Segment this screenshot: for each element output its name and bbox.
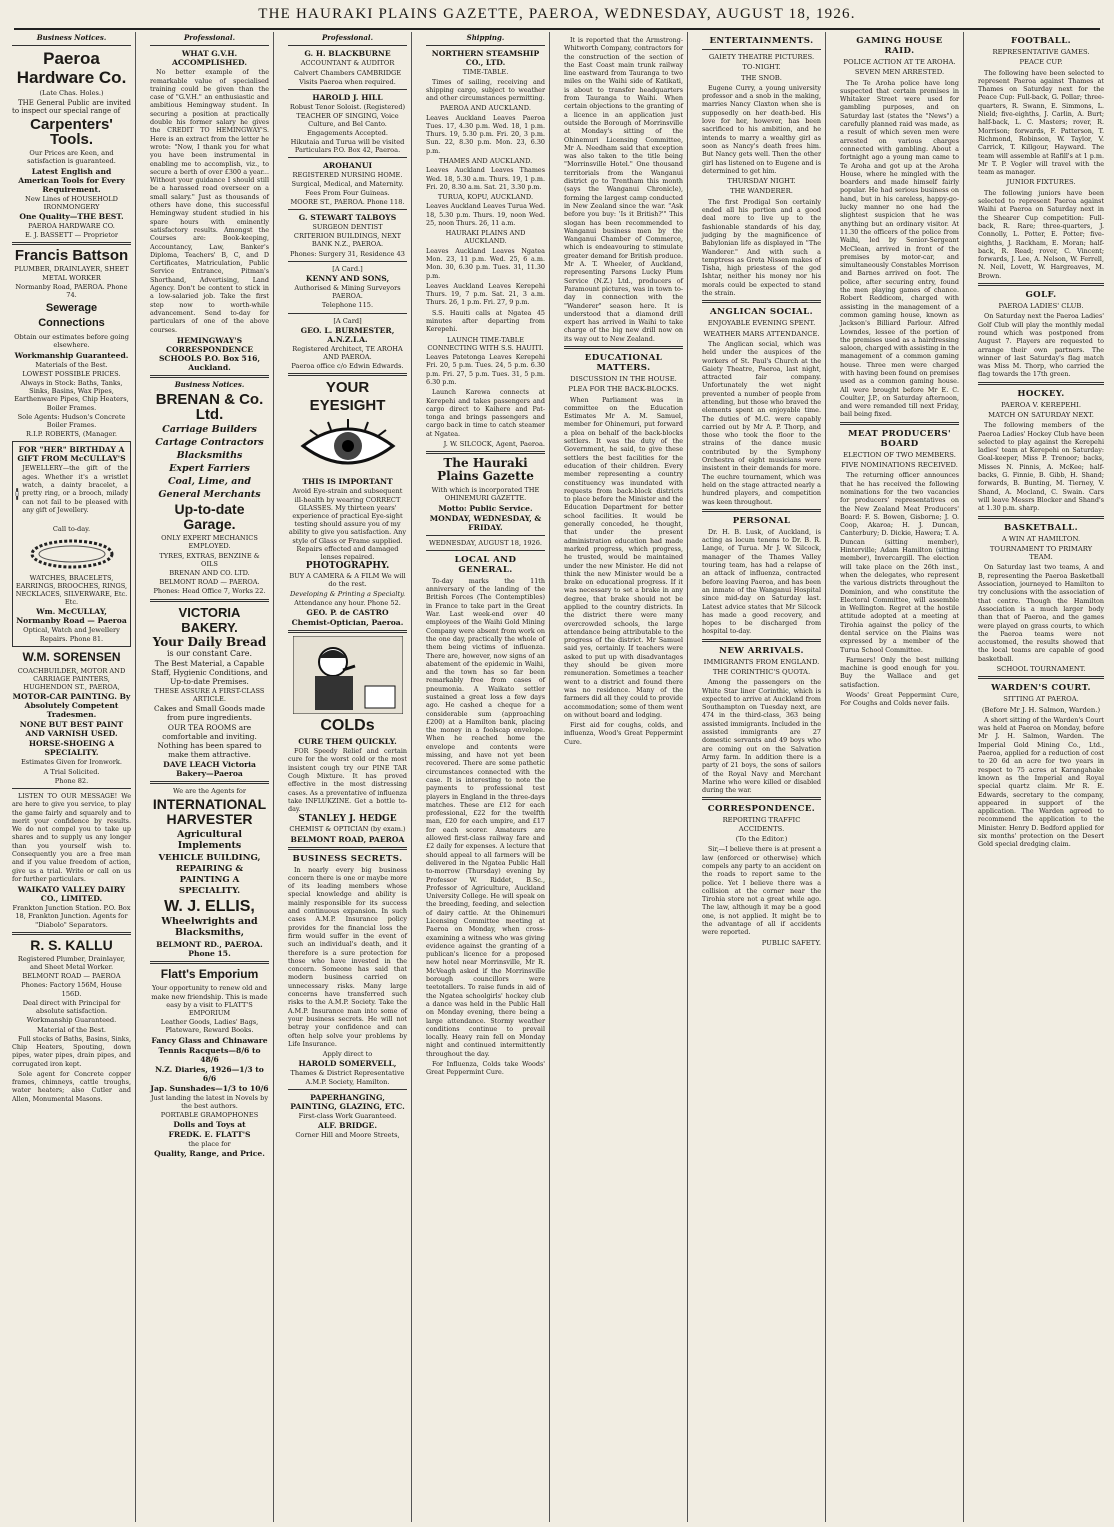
divider xyxy=(702,797,821,800)
article-body: Dr. H. B. Lusk, of Auckland, is acting as locum tenens to Dr. B. R. Lange, of Turua. Mr J. W. Silcock, manager of the Thames Valley touring team, has had a relapse of an attack of influenza, contracted before leaving Paeroa, and has been an inmate of the Wanganui Hospital since mid-day on Saturday last. Latest advice states that Mr Silcock has made a good recovery, and hopes to be discharged from hospital to-day. xyxy=(702,527,821,636)
divider xyxy=(150,599,269,602)
ad-title: INTERNATIONAL HARVESTER xyxy=(152,796,267,828)
article-subhead: PAEROA LADIES' CLUB. xyxy=(998,302,1084,311)
article-headline: ANGLICAN SOCIAL. xyxy=(710,307,813,318)
ad-title: HAROLD J. HILL xyxy=(312,92,383,102)
ad-text: We are the Agents for xyxy=(172,787,247,796)
divider xyxy=(288,847,407,850)
article-headline: FOOTBALL. xyxy=(1010,36,1072,46)
article-subhead: TO-NIGHT. xyxy=(742,63,781,72)
divider xyxy=(702,300,821,303)
ad-text: Motto: Public Service. xyxy=(438,503,533,513)
ad-text: Frankton Junction Station. P.O. Box 18, Frankton Junction. Agents for "Diabolo" Separators. xyxy=(12,904,131,929)
article-headline: ENTERTAINMENTS. xyxy=(709,36,814,46)
article-subhead: THE SNOB. xyxy=(741,73,782,82)
divider xyxy=(12,788,131,789)
ad-title: NORTHERN STEAMSHIP CO., LTD. xyxy=(431,49,540,68)
ad-text: Authorised & Mining Surveyors PAEROA. xyxy=(294,283,401,301)
divider xyxy=(978,382,1104,385)
article-body: The following members of the Paeroa Ladies' Hockey Club have been selected to play against the Kerepehi ladies' team at Kerepehi on Saturday: Goal-keeper, Miss P. Trenoor; backs, Misses N. Pinnis, A. McKee; half-backs, G. Finnie, B. Gibb, H. Shand; forwards, B. Bunting, M. Tierney, V. Shand, A. Mocland, C. Swain. Cars will leave Messrs Blocker and Shand's at 1.30 p.m. sharp. xyxy=(978,421,1104,513)
column-2 xyxy=(146,32,274,1522)
ad-text: OUR TEA ROOMS are comfortable and inviting. Nothing has been spared to make them attractive. xyxy=(157,723,262,760)
ad-text: BUY A CAMERA & A FILM We will do the rest. xyxy=(289,572,406,589)
ad-text: WATCHES, BRACELETS, EARRINGS, BROOCHES, RINGS, NECKLACES, SILVERWARE, Etc. Etc. xyxy=(15,573,128,607)
timetable-text: Leaves Auckland Leaves Paeroa Tues. 17, 4.30 p.m. Wed. 18, 1 p.m. Thurs. 19, 5.30 p.m. Fri. 20, 3 p.m. Sun. 22, 8.30 p.m. Mon. 23, 6.30 p.m. xyxy=(426,113,545,155)
ad-text: Developing & Printing a Specialty. xyxy=(289,589,406,598)
ad-text: Phones: Factory 156M, House 156D. xyxy=(21,981,122,998)
ad-text: Full stocks of Baths, Basins, Sinks, Chip Heaters, Spouting, down pipes, water pipes, drain pipes, and corrugated iron kept. xyxy=(12,1034,131,1068)
ad-text: Our Prices are Keen, and satisfaction is guaranteed. xyxy=(27,149,116,166)
ad-text: Your Daily Bread xyxy=(152,634,267,649)
ad-title: FOR "HER" BIRTHDAY A GIFT FROM McCULLAY'S xyxy=(17,445,126,464)
article-body: No better example of the remarkable value of specialised training could be given than the case of "G.V.H." an enthusiastic and ambitious Hemingway student. In securing a position at practically double his former salary he gives the CREDIT TO HEMINGWAY'S. Here is an extract from the letter he wrote: "Now, I thank you for what you have been instrumental in enabling me to accomplish, viz., to secure a berth of over £300 a year... Without your guidance I should still be a harassed road overseer on a small salary." Just as thousands of others have done, this successful Hemingway student studied in his spare hours with eminently satisfactory results. Amongst the Courses are: Book-keeping, Accountancy, Law, Banker's Diploma, Teachers' B, C, and D Certificates, Matriculation, Public Service Entrance, Pitman's Shorthand, Advertising, Land Agency. Don't be content to stick in a low-salaried job. Take the first step now to worth-while advancement. Send to-day for particulars of one of the above courses. xyxy=(150,68,269,334)
column-4 xyxy=(422,32,550,1522)
ad-text: ONLY EXPERT MECHANICS EMPLOYED. xyxy=(161,534,258,551)
article-subhead: PEACE CUP. xyxy=(1019,58,1063,67)
article-subhead: PAEROA V. KEREPEHI. xyxy=(1000,400,1082,409)
article-body: Woods' Great Peppermint Cure, For Coughs and Colds never fails. xyxy=(840,691,959,708)
article-headline: NEW ARRIVALS. xyxy=(719,645,804,656)
article-body: On Saturday last two teams, A and B, representing the Paeroa Basketball Association, journeyed to Hamilton to try conclusions with the association of that centre. Though the Hamilton Association is a much larger body than that of Paeroa, and the games were played on grass courts, to which the Paeroa teams were not accustomed, the results showed that the local teams are capable of good basketball. xyxy=(978,563,1104,663)
divider xyxy=(426,451,545,454)
divider xyxy=(978,516,1104,519)
article-headline: BASKETBALL. xyxy=(1004,522,1078,533)
article-subhead: MATCH ON SATURDAY NEXT. xyxy=(988,410,1094,419)
column-7 xyxy=(836,32,964,1522)
ad-text: BELMONT ROAD, PAEROA xyxy=(290,834,405,844)
divider xyxy=(288,1089,407,1090)
article-subhead: SITTING AT PAEROA. xyxy=(1003,695,1079,704)
divider xyxy=(12,242,131,245)
ad-text: TIME-TABLE. xyxy=(462,68,509,77)
ad-title: R. S. KALLU xyxy=(30,936,113,953)
divider xyxy=(978,283,1104,286)
article-body: Among the passengers on the White Star liner Corinthic, which is expected to arrive at Auckland from Southampton on Tuesday next, are 474 in the third-class, 363 being assisted immigrants. Included in the assisted immigrants are 27 domestic servants and 49 boys who are coming out on the Salvation Army farm. In addition there is a party of 21 boys, the sons of sailors of the Royal Navy and Merchant Marine who were killed or disabled during the war. xyxy=(702,678,821,795)
ad-text: Carriage Builders xyxy=(162,424,257,436)
article-headline: BUSINESS SECRETS. xyxy=(292,853,403,864)
ad-text: MOORE ST., PAEROA. Phone 118. xyxy=(290,197,405,206)
ad-text: General Merchants xyxy=(158,489,261,501)
ad-text: Cartage Contractors xyxy=(155,437,264,449)
ad-text: Phone 82. xyxy=(54,776,89,785)
ad-text: BELMONT ROAD — PAEROA. xyxy=(159,578,260,587)
ad-text: TURUA, KOPU, AUCKLAND. xyxy=(437,193,534,202)
ad-text: STANLEY J. HEDGE xyxy=(298,814,397,825)
column-head: Professional. xyxy=(321,33,374,42)
article-subhead: POLICE ACTION AT TE AROHA. xyxy=(843,58,956,66)
ad-text: FREDK. E. FLATT'S xyxy=(168,1130,251,1140)
timetable-text: Leaves Patetonga Leaves Kerepehi Fri. 20, 5 p.m. Tues. 24, 5 p.m. 6.30 p.m. Fri. 27, 5 p.m. Tues. 31, 5 p.m. 6.30 p.m. xyxy=(426,353,545,386)
ad-title: YOUR EYESIGHT xyxy=(309,379,386,415)
ad-text: R.I.P. ROBERTS, (Manager. xyxy=(26,430,117,439)
divider xyxy=(150,375,269,378)
ad-title: Paeroa Hardware Co. xyxy=(16,49,127,88)
column-head: Business Notices. xyxy=(36,33,107,42)
ad-text: Latest English and American Tools for Every Requirement. xyxy=(18,166,125,194)
divider xyxy=(426,550,545,551)
ad-text: MONDAY, WEDNESDAY, & FRIDAY. xyxy=(429,513,542,532)
article-body: On Saturday next the Paeroa Ladies' Golf Club will play the monthly medal round which was postponed from August 7. Players are requested to arrange their own partners. The winner of last Saturday's flag match was Miss M. Thorp, who carried the flag towards the 17th green. xyxy=(978,312,1104,379)
ad-text: JEWELLERY—the gift of the ages. Whether it's a wristlet watch, a dainty bracelet, a pretty ring, or a brooch, milady can not fail to be pleased with any gift of Jewellery. xyxy=(22,464,128,514)
ad-text: is our constant Care. xyxy=(167,648,252,658)
ad-text: WEDNESDAY, AUGUST 18, 1926. xyxy=(428,538,543,547)
timetable-text: Leaves Auckland Leaves Thames Wed. 18, 5.30 a.m. Thurs. 19, 1 p.m. Fri. 20, 8.30 a.m. Sat. 21, 3.30 p.m. xyxy=(426,166,545,191)
ad-text: Expert Farriers xyxy=(169,463,250,475)
ad-text: LISTEN TO OUR MESSAGE! We are here to give you service, to play the game fairly and squarely and to merit your confidence by results. We do not compel you to take up shares and to supply us any longer than you yourself wish to. Consequently you are a free man and if you value freedom of action, give us a trial. Write or call on us for further particulars. xyxy=(12,792,131,883)
ad-text: Obtain our estimates before going elsewhere. xyxy=(14,333,129,350)
ad-text: Tennis Racquets—8/6 to 48/6 xyxy=(158,1045,261,1064)
ad-text: FOR Speedy Relief and certain cure for the worst cold or the most insistent cough try our PINE TAR Cough Mixture. It has proved effective in the most distressing cases. As a preventative of influenza take INFLUKZINE. Get a bottle to-day. xyxy=(288,747,407,814)
ad-text: PORTABLE GRAMOPHONES xyxy=(160,1110,259,1119)
article-subhead: THE CORINTHIC'S QUOTA. xyxy=(712,668,811,676)
ad-text: PHOTOGRAPHY. xyxy=(305,561,390,572)
article-subhead: IMMIGRANTS FROM ENGLAND. xyxy=(703,657,820,666)
ad-text: J. W. SILCOCK, Agent, Paeroa. xyxy=(443,440,545,449)
ad-title: Francis Battson xyxy=(14,247,129,265)
article-body: First aid for coughs, colds, and influenza, Wood's Great Peppermint Cure. xyxy=(564,721,683,746)
column-6 xyxy=(698,32,826,1522)
article-body: The Anglican social, which was held under the auspices of the workers of St. Paul's Church at the Gaiety Theatre, Paeroa, last night, attracted fair company. Unfortunately the wet night prevented a number of people from attending, but those who braved the elements spent an enjoyable time. The duties of M.C. were capably carried out by Mr A. P. Thorp, and those who took the floor to the strains of the dance music contributed by the Symphony Orchestra of eight musicians were insistent in their demands for more. The euchre tournament, which was held on the stage attracted nearly a hundred players, and competition was keen throughout. xyxy=(702,339,821,506)
ad-text: SURGEON DENTIST xyxy=(312,222,383,231)
article-headline: WARDEN'S COURT. xyxy=(991,683,1091,694)
ad-text: Phones: Head Office 7, Works 22. xyxy=(153,587,266,596)
article-subhead: JUNIOR FIXTURES. xyxy=(1006,178,1076,187)
article-headline: GAMING HOUSE RAID. xyxy=(856,36,943,56)
ad-text: BELMONT RD., PAEROA. Phone 15. xyxy=(156,940,263,959)
ad-text: Wheelwrights and Blacksmiths, xyxy=(161,916,258,939)
ad-text: Cakes and Small Goods made from pure ingredients. xyxy=(153,704,266,723)
ad-title: W. J. ELLIS, xyxy=(164,898,255,916)
ad-text: Call to-day. xyxy=(52,525,91,534)
ad-text: One Quality—THE BEST. xyxy=(19,211,124,221)
ad-text: BELMONT ROAD — PAEROA xyxy=(22,972,121,981)
article-headline: GOLF. xyxy=(1025,290,1057,301)
ad-text: Dolls and Toys at xyxy=(173,1120,246,1130)
divider xyxy=(702,509,821,512)
ad-text: Deal direct with Principal for absolute satisfaction. xyxy=(22,998,121,1016)
masthead: THE HAURAKI PLAINS GAZETTE, PAEROA, WEDNESDAY, AUGUST 18, 1926. xyxy=(258,6,856,22)
wristwatch-icon xyxy=(15,464,19,524)
ad-text: Workmanship Guaranteed. xyxy=(26,1016,117,1025)
article-subhead: REPORTING TRAFFIC ACCIDENTS. xyxy=(722,816,801,833)
article-body: To-day marks the 11th anniversary of the landing of the British Forces (The Contemptibles) in France to take part in the Great War. Last week-end over 40 employees of the Waihi Gold Mining Company were absent from work on the one day, practically the whole of them being victims of influenza. There are, however, now signs of an abatement of the epidemic in Waihi, and the town has so far been remarkably free from cases of pneumonia. A Waikato settler sustained a great loss a few days ago. He cashed a cheque for a considerable sum (approaching £200) at a Hamilton bank, placing the money in a foolscap envelope. When he reached home the envelope and contents were missing, and have not yet been recovered. There are some pathetic circumstances connected with the case. It is interesting to note the payments to professional test players in England in the three-days matches. These are £12 for each professional, £22 for the twelfth man, £20 for each umpire, and £17 for each scorer. Amateurs are allowed first-class railway fare and £2 daily for expenses. A lecture that should appeal to all farmers will be delivered in the Ngatea Public Hall to-morrow (Thursday) evening by Professor W. Riddet, B.Sc., Professor of Agriculture, Auckland University College. He will speak on the breeding, feeding, and selection of dairy cattle. At the Ohinemuri Licensing Committee meeting at Paeroa on Monday, when cross-examining a witness who was giving evidence against the granting of a publican's licence for a proposed new hotel near Morrinsville, Mr R. McVeagh asked if the Morrinsville borough councillors were teetotallers. To raise funds in aid of the Ngatea schoolgirls' hockey club a dance was held in the Public Hall on Monday evening, there being a large attendance. Stormy weather conditions continue to prevail locally. Heavy rain fell on Monday night and continued intermittently throughout the day. xyxy=(426,576,545,1058)
ad-title: W.M. SORENSEN xyxy=(22,649,121,664)
mccullay-ad xyxy=(12,441,131,646)
divider xyxy=(564,346,683,349)
ad-title: Sewerage Connections xyxy=(38,302,105,330)
ad-text: Workmanship Guaranteed. xyxy=(14,350,129,360)
ad-text: Corner Hill and Moore Streets, xyxy=(295,1130,400,1139)
article-subhead: WEATHER MARS ATTENDANCE. xyxy=(703,329,820,338)
ad-text: WAIKATO VALLEY DAIRY CO., LIMITED. xyxy=(17,885,126,904)
article-subhead: REPRESENTATIVE GAMES. xyxy=(992,48,1090,56)
ad-text: Coal, Lime, and xyxy=(168,476,251,488)
divider xyxy=(288,373,407,376)
ad-text: Just landing the latest in Novels by the best authors. xyxy=(150,1093,269,1110)
divider xyxy=(288,89,407,90)
ad-text: HAURAKI PLAINS AND AUCKLAND. xyxy=(445,229,526,246)
ad-text: Wm. McCULLAY, Normanby Road — Paeroa xyxy=(16,607,127,626)
ad-text: NONE BUT BEST PAINT AND VARNISH USED. xyxy=(19,720,124,739)
ad-text: VEHICLE BUILDING, REPAIRING & PAINTING A SPECIALITY. xyxy=(158,853,261,897)
ad-text: Optical, Watch and Jewellery Repairs. Phone 81. xyxy=(23,626,120,643)
ad-text: Hikutaia and Turua will be visited Particulars P.O. Box 42, Paeroa. xyxy=(290,137,405,154)
article-headline: LOCAL AND GENERAL. xyxy=(454,554,517,575)
ad-text: Phones: Surgery 31, Residence 43 xyxy=(290,249,405,258)
divider xyxy=(288,261,407,262)
ad-text: TYRES, EXTRAS, BENZINE & OILS xyxy=(159,551,260,568)
article-headline: PERSONAL xyxy=(732,515,791,526)
ad-text: Your opportunity to renew old and make new friendship. This is made easy by a visit to FLATT'S EMPORIUM xyxy=(151,984,268,1017)
ad-text: Registered Plumber, Drainlayer, and Sheet Metal Worker. xyxy=(17,954,126,972)
ad-text: Materials of the Best. xyxy=(35,360,108,369)
ad-text: Paeroa office c/o Edwin Edwards. xyxy=(291,362,404,371)
ad-text: LAUNCH TIME-TABLE CONNECTING WITH S.S. HAUITI. xyxy=(427,335,544,352)
ad-text: Quality, Range, and Price. xyxy=(154,1149,265,1159)
divider xyxy=(12,45,131,46)
ad-text: Thames & District Representative A.M.P. Society, Hamilton. xyxy=(290,1069,405,1086)
divider xyxy=(426,535,545,536)
divider xyxy=(288,313,407,314)
article-subhead: PLEA FOR THE BACK-BLOCKS. xyxy=(568,385,679,394)
divider xyxy=(288,209,407,210)
column-head: Professional. xyxy=(183,33,236,42)
ad-text: GEO. P. de CASTRO xyxy=(306,608,389,618)
ad-text: THE General Public are invited to inspect our special range of xyxy=(12,98,131,115)
ad-title: BRENAN & Co. Ltd. xyxy=(155,391,264,424)
ad-text: [A Card.] xyxy=(332,264,363,273)
article-body: Eugene Curry, a young university professor and a snob in the making, marries Nancy Claxton when she is supposedly on her death-bed. His love for her, however, has been sacrificed to his ambition, and he intends to marry a wealthy girl as soon as Nancy's death frees him. But Nancy gets well. Then the other girl has listened on to Eugene and is determined to get him. xyxy=(702,83,821,175)
article-body: In nearly every big business concern there is one or maybe more of its leading members whose special knowledge and ability is mainly responsible for its success and continuous expansion. In such cases A.M.P. Insurance policy provides for the financial loss the firm would suffer in the event of such an individual's death, and it therefore is a sure protection for those who have invested in the concern. Someone has said that modern business carried on unnecessary risks. Many large concerns have transferred such risks to the A.M.P. Society. Take the A.M.P. Insurance man into some of your business secrets. He will not betray your confidence and can often help solve your problems by Life Insurance. xyxy=(288,865,407,1048)
ad-title: KENNY AND SONS, xyxy=(305,273,390,283)
ad-title: Up-to-date Garage. xyxy=(174,501,245,533)
article-body: The following juniors have been selected to represent Paeroa against Waihi at Paeroa on Saturday next in the Shearer Cup competition: Full-back, R. Rare; three-quarters, J. Connolly, L. Potter, E. Potter; five-eighths, J. Rackham, E. Moran; half-back, R. Read; rover, C. Vincent; forwards, J. Lee, A. Nelson, W. Ferrell, N. Neil, Lovett, W. Hargreaves, M. Brown. xyxy=(978,188,1104,280)
article-subhead: (Before Mr J. H. Salmon, Warden.) xyxy=(981,705,1101,714)
gazette-title: The Hauraki Plains Gazette xyxy=(437,456,534,484)
ad-text: Robust Tenor Soloist. (Registered) xyxy=(289,102,406,111)
ad-title: PAPERHANGING, PAINTING, GLAZING, ETC. xyxy=(290,1092,405,1111)
divider xyxy=(426,45,545,46)
column-8 xyxy=(974,32,1108,1522)
ad-text: With which is incorporated THE OHINEMURI GAZETTE. xyxy=(431,486,540,503)
divider xyxy=(978,676,1104,679)
column-head: Business Notices. xyxy=(174,379,245,389)
ad-text: REGISTERED NURSING HOME. xyxy=(292,171,403,180)
article-body: For Influenza, Colds take Woods' Great Peppermint Cure. xyxy=(426,1060,545,1077)
ad-text: Apply direct to xyxy=(322,1050,373,1059)
ad-text: PLUMBER, DRAINLAYER, SHEET METAL WORKER xyxy=(14,265,129,282)
ad-title: VICTORIA BAKERY. xyxy=(178,604,241,635)
ad-text: LOWEST POSSIBLE PRICES. xyxy=(22,369,121,378)
ad-text: Sole agent for Concrete copper frames, chimneys, cattle troughs, water heaters; also Cutler and Allen, Monumental Masons. xyxy=(12,1069,131,1103)
timetable-text: Launch Karewa connects at Kerepehi and takes passengers and cargo direct to Kaihere and Pat-tonga and brings passengers and cargo back in time to catch steamer at Ngatea. xyxy=(426,388,545,438)
ad-text: MOTOR-CAR PAINTING. By Absolutely Competent Tradesmen. xyxy=(12,692,131,720)
ad-text: N.Z. Diaries, 1926—1/3 to 6/6 xyxy=(155,1064,264,1083)
article-subhead: THE WANDERER. xyxy=(730,187,793,196)
ad-title: Flatt's Emporium xyxy=(160,967,259,982)
ad-text: CRITERION BUILDINGS, NEXT BANK N.Z., PAEROA. xyxy=(293,232,402,249)
divider xyxy=(12,932,131,935)
article-headline: HOCKEY. xyxy=(1017,388,1065,399)
ad-text: Always in Stock: Baths, Tanks, Sinks, Basins, Wax Pipes, Earthenware Pipes, Chip Heaters, Boiler Frames. xyxy=(14,378,129,412)
article-subhead: ENJOYABLE EVENING SPENT. xyxy=(707,319,816,328)
article-subhead: ELECTION OF TWO MEMBERS. xyxy=(843,450,956,459)
ad-text: PAEROA HARDWARE CO. xyxy=(28,221,115,230)
column-5 xyxy=(560,32,688,1522)
article-subhead: DISCUSSION IN THE HOUSE. xyxy=(570,374,677,383)
ad-text: PAEROA AND AUCKLAND. xyxy=(440,104,531,113)
ad-text: COACHBUILDER, MOTOR AND CARRIAGE PAINTERS, HUGHENDON ST., PAEROA, xyxy=(17,666,126,692)
ad-text: THIS IS IMPORTANT xyxy=(302,477,393,487)
divider xyxy=(840,422,959,425)
divider xyxy=(150,45,269,46)
article-subhead: SCHOOL TOURNAMENT. xyxy=(996,665,1086,673)
divider xyxy=(288,157,407,158)
column-1 xyxy=(8,32,136,1522)
article-headline: EDUCATIONAL MATTERS. xyxy=(584,352,663,373)
article-body: The Te Aroha police have long suspected that certain premises in Whitaker Street were used for gambling purposes, and on Saturday last (states the "News") a carefully planned raid was made, as a result of which seven men were arrested on various charges connected with gambling. About a fortnight ago a young man came to Te Aroha and got up at the Aroha House, where he mingled with the boarders and made himself fairly popular. He had serious business on hand, but in his careless, happy-go-lucky manner no one had the slightest suspicion that he was anything but an ordinary visitor. At 11.30 the officers of the police from Waihi, led by Senior-Sergeant McClean, arrived in front of the premises by motor-car, and simultaneously Constables Morrison and Barnes arrived on foot. The police, after securing entry, found the men playing games of chance. Robert Reddicom, charged with assisting in the management of a common gaming house, known as Jackson's Billiard Parlour. Alfred Lowndes, lessee of the portion of the premises used as a hairdressing saloon, charged with assisting in the management of a common gaming house. Three men were charged with having been found on premises used as a common gaming house. All were brought before Mr E. C. Coulter, J.P., on Saturday afternoon, and were remanded till next Friday, bail being fixed. xyxy=(840,78,959,419)
ad-text: Leather Goods, Ladies' Bags, Plateware, Reward Books. xyxy=(160,1018,259,1035)
divider xyxy=(150,961,269,964)
ad-text: The Best Material, a Capable Staff, Hygienic Conditions, and Up-to-date Premises. xyxy=(151,658,268,686)
timetable-text: Leaves Auckland Leaves Turua Wed. 18, 5.30 p.m. Thurs. 19, noon Wed. 25, noon Thurs. 26, 11 a.m. xyxy=(426,202,545,227)
ad-text: Sole Agents: Hudson's Concrete Boiler Frames. xyxy=(17,412,126,429)
eye-icon xyxy=(298,418,398,474)
ad-text: Estimates Given for Ironwork. xyxy=(20,758,122,767)
article-body: The returning officer announces that he has received the following nominations for the two vacancies for producers' representatives on the New Zealand Meat Producers' Board: F. S. Bowen, Gisborne; J. O. Coop, Akaroa; H. J. Duncan, Canterbury; D. Dickie, Hawera; T. A. Duncan (sitting member), Hinterville; Adam Hamilton (sitting member), Invercargill. The election will take place on the 26th inst., when the delegates, who represent the various districts throughout the Dominion, and who constitute the Electoral Committee, will assemble in Wellington. Regret at the hostile attitude adopted at a meeting at Tirohia against the policy of the dental service on the Plains was expressed by a member of the Turua School Committee. xyxy=(840,471,959,654)
article-body: The first Prodigal Son certainly ended all his portion and a good deal more to live up to the fashionable standards of his day, judging by the magnificence of Babylonian life as displayed in "The Wanderer." And with such a temptress as Greta Nissen makes of Tisha, high priestess of the god Ishtar, neither his money nor his morals could be expected to stand the strain. xyxy=(702,197,821,298)
article-body: It is reported that the Armstrong-Whitworth Company, contractors for the construction of the section of the East Coast main trunk railway line eastward from Tauranga to two miles on the Waihi side of Katikati, is about to transfer headquarters from Tauranga to Waihi. When certain objections to the granting of a licence in an application just outside the Borough of Morrinsville at Monday's sitting of the Ohinemuri Licensing Committee, Mr A. Needham said that exception was also taken to the title being "Morrinsville Hotel." One thousand territorials from the Wanganui district go to Trentham this month (says the Wanganui Chronicle), forming the largest camp conducted in New Zealand since the war. "Ask before you buy: 'Is it British?'" This slogan has been recommended to Wanganui business men by the Wanganui Chamber of Commerce, which is endeavouring to stimulate greater demand for British produce. Mr A. T. Wheeler, of Auckland, representing Parsons Lucky Plum Service (N.Z.) Ltd., producers of Paramount pictures, was in town to-day in connection with the "Wanderer" season here. It is understood that a diamond drill expert has arrived in Waihi to take charge of the big new drill now on its way out to New Zealand. xyxy=(564,36,683,343)
article-body: A short sitting of the Warden's Court was held at Paeroa on Monday, before Mr J. H. Salmon, Warden. The Imperial Gold Mining Co., Ltd., Paeroa, applied for a reduction of cost to 20 6d an acre for two years in respect to 75 acres at Karangahake known as the Imperial and Royal special quartz claim. Mr R. E. Edwards, secretary to the company, appeared in support of the application. The Warden agreed to recommend the application to the Minister. Henry D. Bedford applied for six months' protection on the Desert Gold special dredging claim. xyxy=(978,715,1104,849)
ad-title: G. STEWART TALBOYS xyxy=(298,212,397,222)
ad-text: DAVE LEACH Victoria Bakery—Paeroa xyxy=(163,760,256,779)
ad-text: Visits Paeroa when required. xyxy=(299,77,396,86)
ad-text: CURE THEM QUICKLY. xyxy=(298,737,397,747)
article-subhead: (To the Editor.) xyxy=(735,835,788,844)
divider xyxy=(288,630,407,633)
column-3 xyxy=(284,32,412,1522)
article-subhead: FIVE NOMINATIONS RECEIVED. xyxy=(841,461,958,470)
ad-text: (Late Chas. Holes.) xyxy=(39,89,104,98)
article-signature: PUBLIC SAFETY. xyxy=(761,938,821,947)
column-head: Shipping. xyxy=(466,33,505,42)
ad-text: Registered Architect, TE AROHA AND PAEROA. xyxy=(292,344,403,361)
bracelet-icon xyxy=(27,537,117,571)
article-subhead: A WIN AT HAMILTON. xyxy=(1001,534,1081,543)
masthead-rule xyxy=(14,28,1100,30)
article-body: Sir,—I believe there is at present a law (enforced or otherwise) which compels any party to an accident on the roads to report same to the police. Yet I believe there was a collision at the corner near the Tirohia store not a great while ago. The law, although it may be a good one, is not applied. It might be to the advantage of all if accidents were reported. xyxy=(702,845,821,937)
ad-text: Calvert Chambers CAMBRIDGE xyxy=(293,68,402,77)
article-subhead: TOURNAMENT TO PRIMARY TEAM. xyxy=(989,544,1093,562)
ad-text: Times of sailing, receiving and shipping cargo, subject to weather and other circumstances permitting. xyxy=(426,77,545,103)
article-headline: CORRESPONDENCE. xyxy=(707,804,816,815)
ad-text: TEACHER OF SINGING, Voice Culture, and Bel Canto. Engagements Accepted. xyxy=(296,112,399,137)
divider xyxy=(702,639,821,642)
ad-title: GEO. L. BURMESTER, A.N.Z.I.A. xyxy=(300,325,395,344)
ad-text: E. J. BASSETT — Proprietor xyxy=(24,231,119,240)
divider xyxy=(288,45,407,46)
article-body: Farmers! Only the best milking machine is good enough for you. Buy the Wallace and get satisfaction. xyxy=(840,655,959,689)
ad-text: Blacksmiths xyxy=(176,450,243,462)
ad-text: HEMINGWAY'S CORRESPONDENCE SCHOOLS P.O. Box 516, Auckland. xyxy=(158,335,261,372)
ad-text: Attendance any hour. Phone 52. xyxy=(294,598,401,607)
cold-man-illustration-icon xyxy=(293,636,403,714)
ad-title: G. H. BLACKBURNE xyxy=(304,49,391,59)
article-subhead: SEVEN MEN ARRESTED. xyxy=(854,68,945,77)
article-body: The following have been selected to represent Paeroa against Thames at Thames on Saturday next for the Peace Cup: Full-back, G. Pollar; three-quarters, R. Swann, E. Simmons, L. Nield; five-eighths, J. Carlin, A. Burt; half-back, L. C. Masters; rover, R. Morrison; forwards, F. Patterson, T. Richmond, Robinson, W. Taylor, V. Carrick, T. Killgour, Hayward. The team will assemble at Rafill's at 1 p.m. Mr T. P. Vogler will travel with the team as manager. xyxy=(978,68,1104,177)
ad-text: Normanby Road, PAEROA. Phone 74. xyxy=(15,282,128,299)
ad-text: New Lines of HOUSEHOLD IRONMONGERY xyxy=(25,194,118,211)
page-columns xyxy=(8,32,1108,1522)
ad-text: ACCOUNTANT & AUDITOR xyxy=(300,59,395,68)
article-headline: WHAT G.V.H. ACCOMPLISHED. xyxy=(171,49,247,68)
article-body: When Parliament was in committee on the Education Estimates Mr A. M. Samuel, member for Ohinemuri, put forward a plea on behalf of the back-blocks settlers. It was the duty of the Government, he said, to give these settlers the best facilities for the education of their children. Every member representing a country constituency was inundated with requests from back-block districts to place before the Minister and the Education Department for better school facilities. It would be generally conceded, he thought, that under the present administration education had made marked progress, which progress, he trusted, would be maintained under the new Minister. He did not think the new Minister would be a brake on educational progress. If it was necessary to set a brake in any degree, that brake should not be applied to the country districts. In the district there were many overcrowded schools, the large attendance being attributable to the progress of the district. Mr Samuel said yes, certainly. If teachers were asked to put up with disadvantages they should be given more remuneration. Sometimes a teacher went to a district and found there was no residence. Many of the farmers did all they could to provide accommodation; some of them went on without board and lodging. xyxy=(564,395,683,719)
ad-text: Avoid Eye-strain and subsequent ill-health by wearing CORRECT GLASSES. My thirteen years' experience of practical Eye-sight testing should assure you of my ability to give you satisfaction. Any style of Glass or Frame supplied. Repairs effected and damaged lenses repaired. xyxy=(288,487,407,561)
article-subhead: THURSDAY NIGHT. xyxy=(727,177,796,186)
ad-text: Telephone 115. xyxy=(321,301,374,310)
timetable-text: Leaves Auckland Leaves Kerepehi Thurs. 19, 7 p.m. Sat. 21, 3 a.m. Thurs. 26, 1 p.m. Fri. 27, 9 p.m. xyxy=(426,281,545,307)
ad-text: BRENAN AND CO. LTD. xyxy=(169,568,250,577)
ad-text: Fancy Glass and Chinaware xyxy=(151,1035,268,1045)
ad-text: Material of the Best. xyxy=(37,1025,106,1034)
ad-text: [A Card] xyxy=(333,316,362,325)
ad-text: Jap. Sunshades—1/3 to 10/6 xyxy=(150,1083,269,1093)
ad-title: AROHANUI xyxy=(323,161,372,171)
divider xyxy=(702,49,821,50)
ad-text: THESE ASSURE A FIRST-CLASS ARTICLE. xyxy=(154,686,265,703)
ad-title: COLDs xyxy=(320,717,375,735)
article-subhead: GAIETY THEATRE PICTURES. xyxy=(708,53,815,61)
ad-text: First-class Work Guaranteed. xyxy=(298,1111,397,1120)
ad-text: HORSE-SHOEING A SPECIALITY. xyxy=(28,739,115,758)
ad-text: THAMES AND AUCKLAND. xyxy=(438,157,533,166)
timetable-text: Leaves Auckland Leaves Ngatea Mon. 23, 11 p.m. Wed. 25, 6 a.m. Mon. 30, 6.30 p.m. Tues. 31, 11.30 p.m. xyxy=(426,246,545,280)
ad-text: Surgical, Medical, and Maternity. Fees From Four Guineas. xyxy=(291,180,404,197)
ad-text: the place for xyxy=(188,1140,231,1149)
timetable-text: S.S. Hauiti calls at Ngatea 45 minutes after departing from Kerepehi. xyxy=(426,308,545,334)
ad-text: ALF. BRIDGE. xyxy=(318,1120,377,1130)
ad-text: Chemist-Optician, Paeroa. xyxy=(291,618,404,628)
ad-text: A Trial Solicited. xyxy=(43,767,100,776)
ad-text: CHEMIST & OPTICIAN (by exam.) xyxy=(289,825,406,834)
article-headline: MEAT PRODUCERS' BOARD xyxy=(847,428,952,449)
divider xyxy=(150,781,269,784)
ad-text: HAROLD SOMERVELL, xyxy=(298,1059,397,1069)
ad-text: Agricultural Implements xyxy=(177,829,242,852)
ad-title: Carpenters' Tools. xyxy=(30,116,113,149)
